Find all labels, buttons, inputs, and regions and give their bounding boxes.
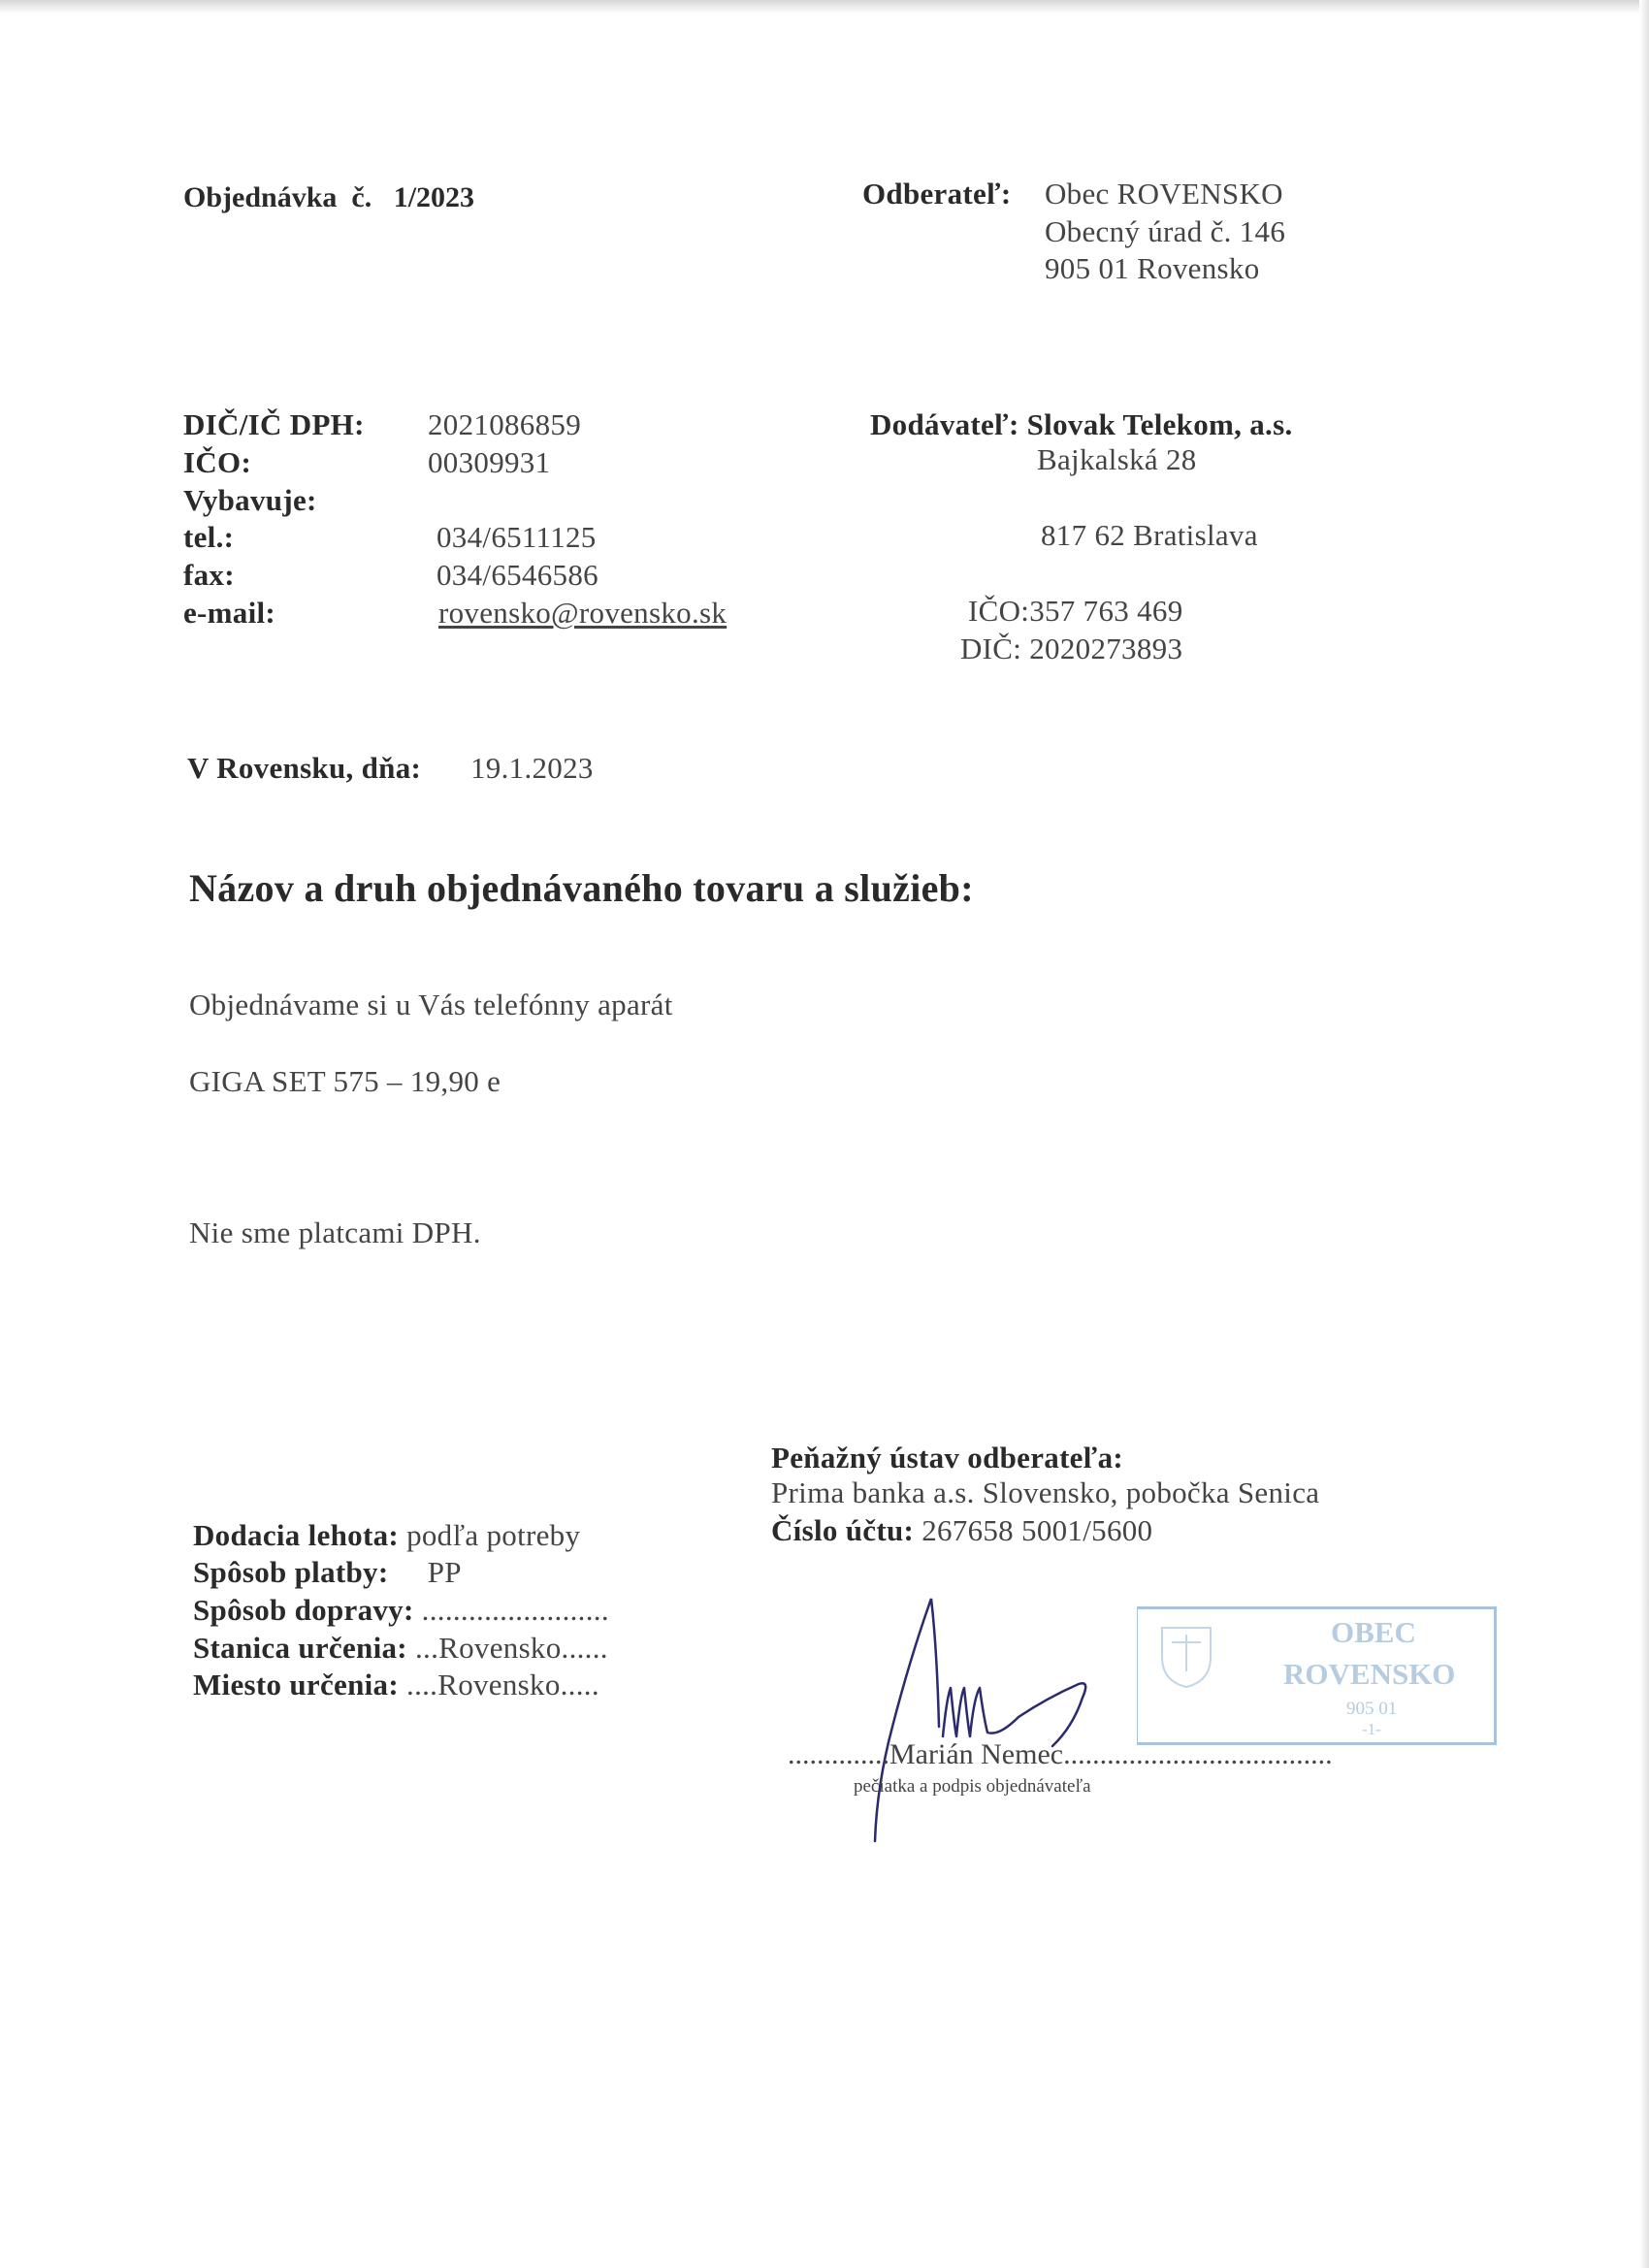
- handler-label: Vybavuje:: [183, 483, 317, 517]
- supplier-dic: DIČ: 2020273893: [960, 632, 1183, 665]
- order-label: Objednávka: [183, 181, 338, 213]
- email-label: e-mail:: [183, 596, 276, 630]
- tel-value: 034/6511125: [436, 520, 597, 554]
- order-number-label: č.: [351, 181, 372, 213]
- delivery-row-payment: [193, 1555, 462, 1590]
- delivery-label: Dodacia lehota:: [193, 1518, 400, 1552]
- delivery-value: podľa potreby: [406, 1518, 581, 1552]
- order-number: 1/2023: [393, 181, 475, 213]
- ico-label: IČO:: [183, 445, 252, 479]
- supplier-name: Slovak Telekom, a.s.: [1026, 407, 1293, 441]
- station-value: ...Rovensko......: [414, 1631, 608, 1665]
- scan-edge-top: [0, 0, 1649, 14]
- customer-label: Odberateľ:: [862, 177, 1012, 211]
- destination-label: Miesto určenia:: [193, 1668, 399, 1701]
- delivery-row-lead-time: [193, 1518, 580, 1553]
- delivery-row-station: [193, 1631, 608, 1666]
- stamp-line-1: OBEC: [1331, 1615, 1416, 1649]
- order-heading: [183, 181, 474, 214]
- ico-value: 00309931: [428, 445, 551, 479]
- customer-line-1: Obec ROVENSKO: [1045, 177, 1283, 211]
- tel-label: tel.:: [183, 520, 235, 554]
- transport-label: Spôsob dopravy:: [193, 1593, 414, 1627]
- goods-line-1: Objednávame si u Vás telefónny aparát: [189, 988, 673, 1021]
- scan-edge-right: [1639, 0, 1649, 2268]
- bank-label: Peňažný ústav odberateľa:: [771, 1441, 1124, 1474]
- fax-value: 034/6546586: [436, 558, 598, 592]
- bank-account-label: Číslo účtu:: [771, 1513, 915, 1547]
- goods-heading: Názov a druh objednávaného tovaru a služieb:: [189, 866, 974, 910]
- payment-label: Spôsob platby:: [193, 1555, 389, 1589]
- supplier-city: 817 62 Bratislava: [1041, 518, 1258, 552]
- delivery-row-destination: [193, 1668, 599, 1702]
- dic-label: DIČ/IČ DPH:: [183, 407, 365, 441]
- goods-line-3: Nie sme platcami DPH.: [189, 1215, 481, 1249]
- signature-line: ..............Marián Nemec.....................................: [788, 1738, 1333, 1770]
- supplier-label: Dodávateľ:: [870, 407, 1019, 441]
- date-label: V Rovensku, dňa:: [187, 751, 422, 785]
- date-value: 19.1.2023: [470, 751, 594, 785]
- delivery-row-transport: [193, 1593, 609, 1628]
- signature-caption: pečiatka a podpis objednávateľa: [854, 1776, 1091, 1797]
- stamp-line-3: 905 01: [1346, 1699, 1398, 1719]
- station-label: Stanica určenia:: [193, 1631, 407, 1665]
- destination-value: ....Rovensko.....: [406, 1668, 599, 1701]
- supplier-heading: [870, 407, 1293, 442]
- stamp-line-4: -1-: [1362, 1720, 1381, 1738]
- supplier-ico: IČO:357 763 469: [968, 594, 1183, 628]
- crest-icon: [1157, 1623, 1215, 1691]
- handwritten-signature: [854, 1591, 1154, 1843]
- bank-account-row: [771, 1513, 1152, 1548]
- fax-label: fax:: [183, 558, 235, 592]
- bank-account: 267658 5001/5600: [922, 1513, 1153, 1547]
- transport-value: ........................: [421, 1593, 609, 1627]
- email-link[interactable]: rovensko@rovensko.sk: [438, 596, 728, 630]
- customer-line-2: Obecný úrad č. 146: [1045, 214, 1286, 248]
- dic-value: 2021086859: [428, 407, 581, 441]
- stamp-line-2: ROVENSKO: [1283, 1657, 1456, 1691]
- bank-name: Prima banka a.s. Slovensko, pobočka Senica: [771, 1475, 1320, 1509]
- goods-line-2: GIGA SET 575 – 19,90 e: [189, 1064, 501, 1098]
- municipal-stamp: [1137, 1606, 1497, 1745]
- supplier-street: Bajkalská 28: [1037, 442, 1197, 476]
- payment-value: PP: [427, 1555, 462, 1589]
- customer-line-3: 905 01 Rovensko: [1045, 251, 1260, 285]
